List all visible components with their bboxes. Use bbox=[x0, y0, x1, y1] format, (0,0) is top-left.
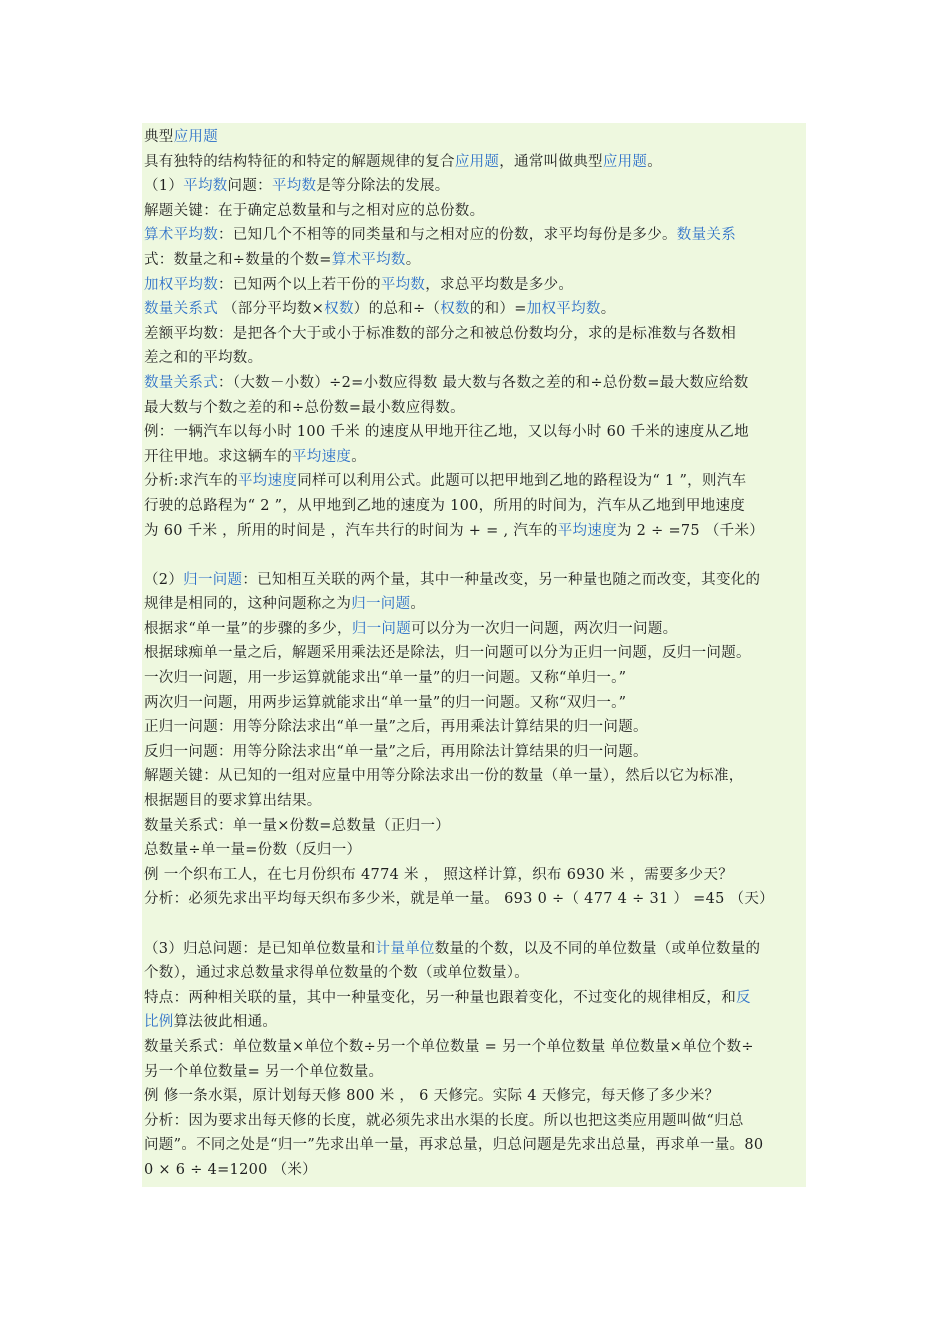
text-segment: （3）归总问题：是已知单位数量和 bbox=[144, 940, 376, 957]
text-line bbox=[144, 568, 804, 593]
text-segment: （部分平均数× bbox=[218, 301, 325, 318]
keyword-link[interactable]: 应用题 bbox=[173, 129, 219, 145]
text-segment: 例 修一条水渠，原计划每天修 800 米 ， 6 天修完。实际 4 天修完，每天修了多少米？ bbox=[144, 1088, 720, 1105]
keyword-link[interactable]: 平均速度 bbox=[292, 448, 352, 465]
text-line bbox=[144, 322, 804, 347]
keyword-link[interactable]: 平均速度 bbox=[238, 473, 298, 490]
text-segment: 数量关系式：单位数量×单位个数÷另一个单位数量 = 另一个单位数量 单位数量×单位个数÷ bbox=[144, 1038, 754, 1055]
text-line bbox=[144, 469, 804, 494]
keyword-link[interactable]: 归一问题 bbox=[351, 596, 411, 613]
keyword-link[interactable]: 归一问题 bbox=[183, 571, 243, 588]
text-segment: ，求总平均数是多少。 bbox=[425, 276, 574, 293]
text-line bbox=[144, 641, 804, 666]
text-segment: 同样可以利用公式。此题可以把甲地到乙地的路程设为“ 1 ”，则汽车 bbox=[297, 473, 747, 490]
text-segment: （2） bbox=[144, 571, 184, 588]
text-segment: 的和）= bbox=[469, 301, 527, 318]
keyword-link[interactable]: 计量单位 bbox=[375, 940, 435, 957]
text-segment: 0 × 6 ÷ 4=1200 （米） bbox=[144, 1161, 317, 1178]
text-line bbox=[144, 863, 804, 888]
keyword-link[interactable]: 平均数 bbox=[183, 178, 228, 195]
text-segment: 典型 bbox=[144, 129, 174, 145]
blank-line bbox=[144, 912, 804, 937]
text-line bbox=[144, 420, 804, 445]
text-segment: 另一个单位数量= 另一个单位数量。 bbox=[144, 1063, 384, 1080]
text-segment: 数量关系式：单一量×份数=总数量（正归一） bbox=[144, 817, 451, 834]
text-segment: 正归一问题：用等分除法求出“单一量”之后，再用乘法计算结果的归一问题。 bbox=[144, 719, 648, 736]
text-segment: 最大数与个数之差的和÷总份数=最小数应得数。 bbox=[144, 399, 465, 416]
text-segment: 为 2 ÷ =75 （千米） bbox=[616, 522, 765, 539]
text-segment: 为 60 千米 ，所用的时间是 ，汽车共行的时间为 + = , 汽车的 bbox=[144, 522, 558, 539]
text-line bbox=[144, 666, 804, 691]
text-segment: 例 一个织布工人，在七月份织布 4774 米 ， 照这样计算，织布 6930 米 ，需要多少天？ bbox=[144, 866, 734, 883]
keyword-link[interactable]: 算术平均数 bbox=[331, 251, 406, 268]
text-line bbox=[144, 371, 804, 396]
text-segment: 。 bbox=[600, 301, 616, 318]
text-line bbox=[144, 519, 804, 544]
text-segment: 是等分除法的发展。 bbox=[316, 178, 450, 195]
text-segment: 。 bbox=[410, 596, 426, 613]
text-segment: 具有独特的结构特征的和特定的解题规律的复合 bbox=[144, 153, 455, 170]
text-segment: 特点：两种相关联的量，其中一种量变化，另一种量也跟着变化，不过变化的规律相反，和 bbox=[144, 989, 736, 1006]
text-segment: 根据求“单一量”的步骤的多少， bbox=[144, 620, 352, 637]
text-segment: （1） bbox=[144, 178, 184, 195]
keyword-link[interactable]: 应用题 bbox=[454, 153, 500, 170]
text-line bbox=[144, 297, 804, 322]
text-segment: 差之和的平均数。 bbox=[144, 350, 263, 367]
text-line bbox=[144, 740, 804, 765]
text-segment: 数量的个数，以及不同的单位数量（或单位数量的 bbox=[434, 940, 761, 957]
text-line bbox=[144, 1010, 804, 1035]
text-segment: 解题关键：从已知的一组对应量中用等分除法求出一份的数量（单一量），然后以它为标准， bbox=[144, 768, 744, 785]
keyword-link[interactable]: 权数 bbox=[324, 301, 354, 318]
text-segment: 规律是相同的，这种问题称之为 bbox=[144, 596, 352, 613]
keyword-link[interactable]: 归一问题 bbox=[351, 620, 412, 637]
text-line bbox=[144, 174, 804, 199]
text-segment: ：已知两个以上若干份的 bbox=[218, 276, 381, 293]
keyword-link[interactable]: 平均速度 bbox=[557, 522, 617, 539]
text-line bbox=[144, 937, 804, 962]
text-segment: 解题关键：在于确定总数量和与之相对应的总份数。 bbox=[144, 202, 485, 219]
text-segment: ：已知几个不相等的同类量和与之相对应的份数，求平均每份是多少。 bbox=[218, 227, 677, 244]
text-line bbox=[144, 396, 804, 421]
text-segment: 行驶的总路程为“ 2 ”，从甲地到乙地的速度为 100，所用的时间为，汽车从乙地到甲地速度 bbox=[144, 497, 746, 514]
text-line bbox=[144, 764, 804, 789]
text-segment: 总数量÷单一量=份数（反归一） bbox=[144, 842, 362, 859]
text-line bbox=[144, 1133, 804, 1158]
text-line bbox=[144, 715, 804, 740]
text-line bbox=[144, 494, 804, 519]
text-segment: 分析:求汽车的 bbox=[144, 473, 238, 490]
text-segment: 开往甲地。求这辆车的 bbox=[144, 448, 292, 465]
text-line bbox=[144, 125, 804, 150]
text-segment: 一次归一问题，用一步运算就能求出“单一量”的归一问题。又称“单归一。” bbox=[144, 670, 627, 687]
text-line bbox=[144, 223, 804, 248]
keyword-link[interactable]: 数量关系式 bbox=[144, 301, 218, 318]
keyword-link[interactable]: 数量关系式 bbox=[144, 374, 218, 391]
text-segment: 根据球痴单一量之后，解题采用乘法还是除法，归一问题可以分为正归一问题，反归一问题。 bbox=[144, 645, 751, 662]
text-line bbox=[144, 150, 804, 175]
keyword-link[interactable]: 算术平均数 bbox=[144, 227, 218, 244]
keyword-link[interactable]: 加权平均数 bbox=[526, 301, 601, 318]
text-line bbox=[144, 617, 804, 642]
text-line bbox=[144, 592, 804, 617]
text-segment: 反归一问题：用等分除法求出“单一量”之后，再用除法计算结果的归一问题。 bbox=[144, 743, 648, 760]
text-line bbox=[144, 1109, 804, 1134]
text-line bbox=[144, 1158, 804, 1183]
text-segment: 。 bbox=[405, 251, 421, 268]
text-segment: 可以分为一次归一问题，两次归一问题。 bbox=[411, 620, 678, 637]
text-line bbox=[144, 838, 804, 863]
text-segment: 例：一辆汽车以每小时 100 千米 的速度从甲地开往乙地，又以每小时 60 千米的速度从乙地 bbox=[144, 424, 749, 441]
text-line bbox=[144, 789, 804, 814]
text-line bbox=[144, 445, 804, 470]
text-segment: 分析：因为要求出每天修的长度，就必须先求出水渠的长度。所以也把这类应用题叫做“归总 bbox=[144, 1112, 744, 1129]
text-line bbox=[144, 1035, 804, 1060]
text-line bbox=[144, 1084, 804, 1109]
text-segment: 。 bbox=[647, 153, 663, 170]
text-segment: 两次归一问题，用两步运算就能求出“单一量”的归一问题。又称“双归一。” bbox=[144, 694, 627, 711]
text-segment: 式：数量之和÷数量的个数= bbox=[144, 251, 332, 268]
text-segment: 问题： bbox=[227, 178, 272, 195]
keyword-link[interactable]: 比例 bbox=[144, 1014, 174, 1031]
text-segment: ：已知相互关联的两个量，其中一种量改变，另一种量也随之而改变，其变化的 bbox=[242, 571, 761, 588]
text-line bbox=[144, 691, 804, 716]
text-line bbox=[144, 887, 804, 912]
text-segment: 。 bbox=[351, 448, 367, 465]
text-line bbox=[144, 248, 804, 273]
keyword-link[interactable]: 加权平均数 bbox=[144, 276, 218, 293]
text-segment: ：（大数－小数）÷2=小数应得数 最大数与各数之差的和÷总份数=最大数应给数 bbox=[218, 374, 749, 391]
text-line bbox=[144, 961, 804, 986]
text-line bbox=[144, 273, 804, 298]
text-segment: 问题”。不同之处是“归一”先求出单一量，再求总量，归总问题是先求出总量，再求单一量。80 bbox=[144, 1137, 764, 1154]
keyword-link[interactable]: 权数 bbox=[440, 301, 470, 318]
article-panel bbox=[142, 123, 806, 1187]
blank-line bbox=[144, 543, 804, 568]
text-segment: 根据题目的要求算出结果。 bbox=[144, 793, 322, 810]
text-line bbox=[144, 346, 804, 371]
text-line bbox=[144, 814, 804, 839]
keyword-link[interactable]: 数量关系 bbox=[676, 227, 736, 244]
text-segment: 分析：必须先求出平均每天织布多少米，就是单一量。 693 0 ÷（ 477 4 ÷ 31 ） =45 （天） bbox=[144, 891, 774, 908]
keyword-link[interactable]: 反 bbox=[736, 989, 751, 1006]
keyword-link[interactable]: 平均数 bbox=[271, 178, 317, 195]
text-line bbox=[144, 986, 804, 1011]
text-segment: 算法彼此相通。 bbox=[173, 1014, 278, 1031]
text-line bbox=[144, 199, 804, 224]
keyword-link[interactable]: 应用题 bbox=[602, 153, 648, 170]
text-segment: 个数），通过求总数量求得单位数量的个数（或单位数量）。 bbox=[144, 965, 530, 982]
text-segment: ，通常叫做典型 bbox=[499, 153, 603, 170]
text-segment: 差额平均数：是把各个大于或小于标准数的部分之和被总份数均分，求的是标准数与各数相 bbox=[144, 325, 736, 342]
text-line bbox=[144, 1060, 804, 1085]
text-segment: ）的总和÷（ bbox=[353, 301, 441, 318]
keyword-link[interactable]: 平均数 bbox=[380, 276, 426, 293]
